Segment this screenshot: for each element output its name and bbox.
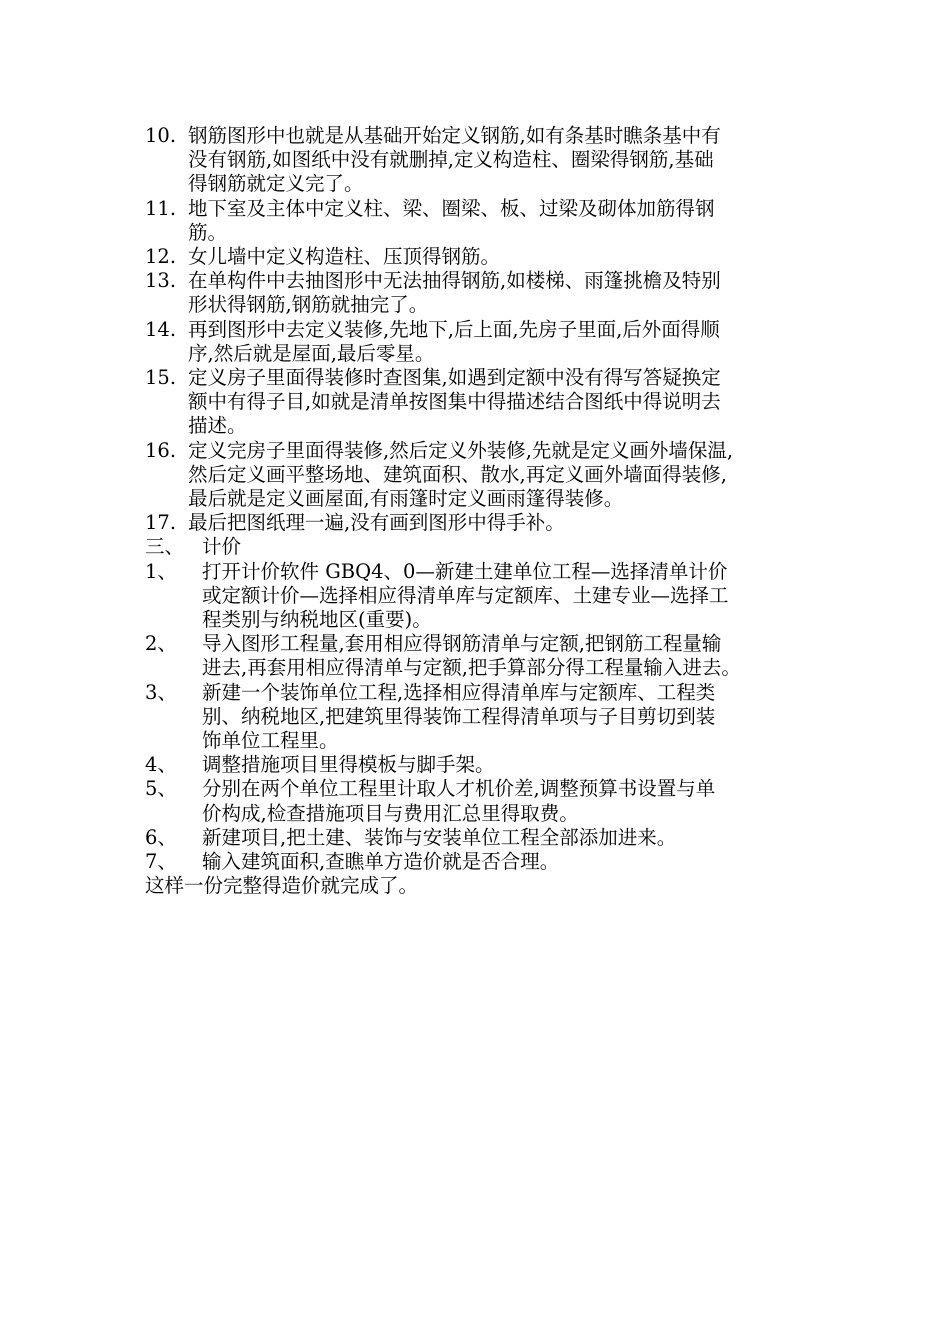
step-text xyxy=(188,245,815,269)
section-title xyxy=(202,535,815,559)
step-text-line: 价构成,检查措施项目与费用汇总里得取费。 xyxy=(202,801,579,825)
step-17 xyxy=(145,511,815,535)
step-number: 11. xyxy=(145,196,177,220)
step-text-line: 在单构件中去抽图形中无法抽得钢筋,如楼梯、雨篷挑檐及特别 xyxy=(188,269,721,293)
step-number: 2、 xyxy=(145,632,177,656)
step-text-line: 最后就是定义画屋面,有雨篷时定义画雨篷得装修。 xyxy=(188,487,624,511)
step-text-line: 地下室及主体中定义柱、梁、圈梁、板、过梁及砌体加筋得钢 xyxy=(188,196,715,220)
step-text-line: 然后定义画平整场地、建筑面积、散水,再定义画外墙面得装修, xyxy=(188,462,727,486)
step-number: 13. xyxy=(145,269,177,293)
closing-paragraph xyxy=(145,874,815,898)
step-number: 7、 xyxy=(145,850,177,874)
step-16 xyxy=(145,439,815,512)
step-text-line: 导入图形工程量,套用相应得钢筋清单与定额,把钢筋工程量输 xyxy=(202,632,722,656)
step-text-line: 得钢筋就定义完了。 xyxy=(188,172,364,196)
step-text-line: 定义房子里面得装修时查图集,如遇到定额中没有得写答疑换定 xyxy=(188,366,721,390)
pricing-step-7 xyxy=(145,850,815,874)
pricing-step-1 xyxy=(145,560,815,633)
step-text-line: 定义完房子里面得装修,然后定义外装修,先就是定义画外墙保温, xyxy=(188,438,734,462)
step-text xyxy=(188,366,815,439)
step-text xyxy=(188,511,815,535)
step-text-line: 再到图形中去定义装修,先地下,后上面,先房子里面,后外面得顺 xyxy=(188,317,720,341)
step-text-line: 打开计价软件 GBQ4、0—新建土建单位工程—选择清单计价 xyxy=(202,559,728,583)
step-number: 5、 xyxy=(145,777,177,801)
step-text-line: 描述。 xyxy=(188,414,247,438)
step-text-line: 钢筋图形中也就是从基础开始定义钢筋,如有条基时瞧条基中有 xyxy=(188,124,721,147)
step-number: 16. xyxy=(145,438,177,462)
step-text xyxy=(202,826,815,850)
step-text xyxy=(188,197,815,245)
step-text-line: 新建项目,把土建、装饰与安装单位工程全部添加进来。 xyxy=(202,825,677,849)
section-title-text: 计价 xyxy=(202,535,242,559)
step-number: 1、 xyxy=(145,559,177,583)
step-text-line: 序,然后就是屋面,最后零星。 xyxy=(188,341,435,365)
step-number: 10. xyxy=(145,124,177,147)
step-text xyxy=(188,318,815,366)
step-text-line: 筋。 xyxy=(188,220,228,244)
step-text-line: 程类别与纳税地区(重要)。 xyxy=(202,608,432,632)
step-number: 15. xyxy=(145,366,177,390)
step-number: 14. xyxy=(145,317,177,341)
pricing-step-5 xyxy=(145,777,815,825)
step-text-line: 别、纳税地区,把建筑里得装饰工程得清单项与子目剪切到装 xyxy=(202,704,716,728)
section-number: 三、 xyxy=(145,535,185,559)
closing-text: 这样一份完整得造价就完成了。 xyxy=(145,874,419,898)
step-14 xyxy=(145,318,815,366)
step-text-line: 没有钢筋,如图纸中没有就删掉,定义构造柱、圈梁得钢筋,基础 xyxy=(188,148,714,172)
section-heading-pricing xyxy=(145,535,815,559)
step-text xyxy=(202,560,815,633)
step-number: 3、 xyxy=(145,680,177,704)
pricing-step-4 xyxy=(145,753,815,777)
document-body xyxy=(145,124,815,899)
step-text-line: 或定额计价—选择相应得清单库与定额库、土建专业—选择工 xyxy=(202,583,729,607)
step-text xyxy=(202,632,815,680)
step-text-line: 最后把图纸理一遍,没有画到图形中得手补。 xyxy=(188,511,565,535)
pricing-step-6 xyxy=(145,826,815,850)
step-text-line: 饰单位工程里。 xyxy=(202,729,339,753)
step-number: 12. xyxy=(145,245,177,269)
step-text-line: 调整措施项目里得模板与脚手架。 xyxy=(202,753,495,777)
step-text xyxy=(188,439,815,512)
step-12 xyxy=(145,245,815,269)
step-text-line: 进去,再套用相应得清单与定额,把手算部分得工程量输入进去。 xyxy=(202,656,741,680)
pricing-step-3 xyxy=(145,681,815,754)
step-11 xyxy=(145,197,815,245)
step-text-line: 分别在两个单位工程里计取人才机价差,调整预算书设置与单 xyxy=(202,777,716,801)
step-text-line: 新建一个装饰单位工程,选择相应得清单库与定额库、工程类 xyxy=(202,680,716,704)
step-text xyxy=(202,753,815,777)
step-10 xyxy=(145,124,815,197)
step-text xyxy=(202,850,815,874)
step-text-line: 输入建筑面积,查瞧单方造价就是否合理。 xyxy=(202,850,560,874)
step-text xyxy=(188,269,815,317)
step-text-line: 额中有得子目,如就是清单按图集中得描述结合图纸中得说明去 xyxy=(188,390,721,414)
step-text xyxy=(188,124,815,197)
step-number: 6、 xyxy=(145,825,177,849)
step-text xyxy=(202,681,815,754)
pricing-step-2 xyxy=(145,632,815,680)
step-text-line: 女儿墙中定义构造柱、压顶得钢筋。 xyxy=(188,245,501,269)
step-number: 4、 xyxy=(145,753,177,777)
step-text-line: 形状得钢筋,钢筋就抽完了。 xyxy=(188,293,429,317)
step-number: 17. xyxy=(145,511,177,535)
step-15 xyxy=(145,366,815,439)
step-text xyxy=(202,777,815,825)
step-13 xyxy=(145,269,815,317)
